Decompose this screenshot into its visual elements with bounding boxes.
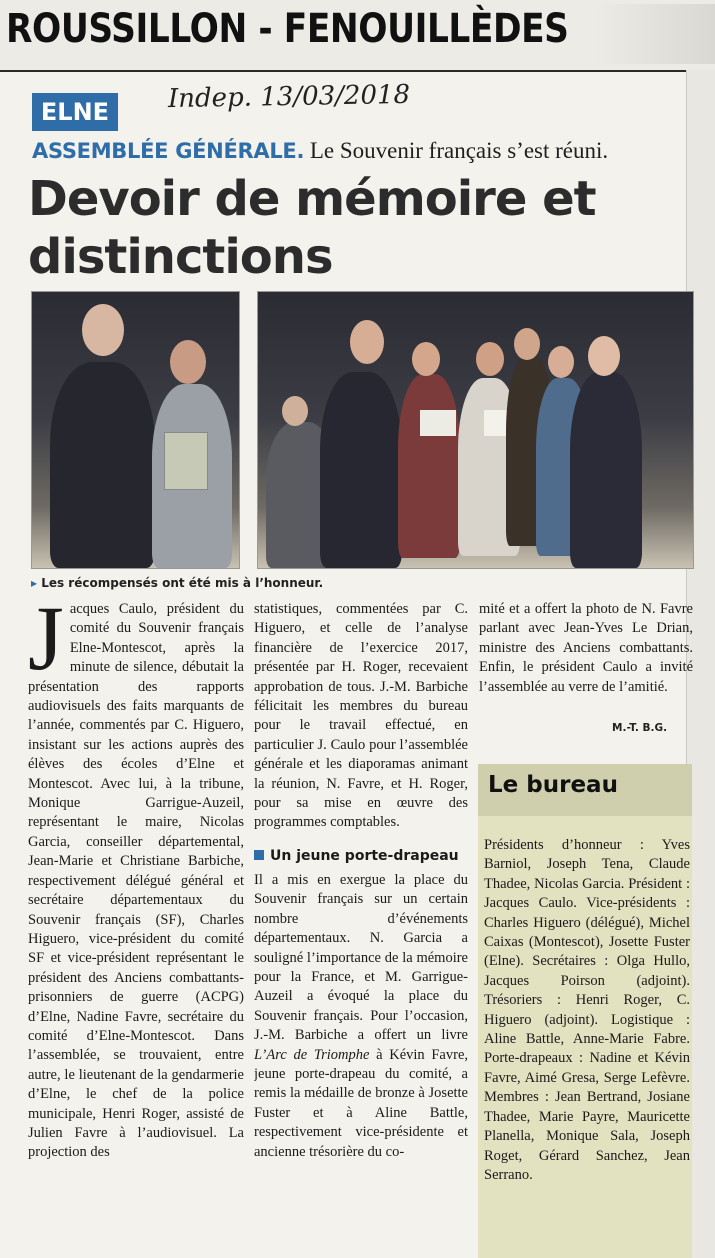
sidebar-title: Le bureau [478, 764, 692, 816]
article-col2-body [254, 872, 468, 1160]
article-col2-body-pre: Il a mis en exergue la place du Souvenir français sur un certain nombre d’événements départementaux. N. Garcia a souligné l’importance de la mémoire pour la France, et M. Garrigue-Auzeil a évoqué la place du Souvenir français. Pour l’occasion, J.-M. Barbiche a offert un livre [254, 871, 468, 1044]
article-col2-body-post: à Kévin Favre, jeune porte-drapeau du comité, a remis la médaille de bronze à Josette Fuster et à Aline Battle, respectivement vice-présidente et ancienne trésorière du co- [254, 1046, 468, 1160]
photo-person-figure [320, 372, 402, 568]
article-subhead [254, 847, 468, 865]
photo-person-head [548, 346, 574, 378]
kicker [32, 138, 608, 164]
subhead-square-icon [254, 850, 264, 860]
kicker-text: Le Souvenir français s’est réuni. [304, 138, 609, 163]
photo-person-head [476, 342, 504, 376]
article-col1-text: acques Caulo, président du comité du Souvenir français Elne-Montescot, après la minute de silence, débutait la présentation des rapports audiovisuels des faits marquants de l’année, commentés par C. Higuero, insistant sur les actions auprès des élèves des écoles d’Elne et Montescot. Avec lui, à la tribune, Monique Garrigue-Auzeil, représentant le maire, Nicolas Garcia, conseiller départemental, Jean-Marie et Christiane Barbiche, respectivement délégué général et secrétaire départementaux du Souvenir français (SF), Charles Higuero, vice-président du comité SF et vice-président représentant le président des Anciens combattants-prisonniers de guerre (ACPG) d’Elne, Nadine Favre, secrétaire du comité d’Elne-Montescot. Dans l’assemblée, se trouvaient, entre autre, le lieutenant de la gendarmerie d’Elne, le chef de la police municipale, Henri Roger, assisté de Julien Favre à l’audiovisuel. La projection des [28, 601, 244, 1161]
photo-diploma [420, 410, 456, 436]
masthead-title: ROUSSILLON - FENOUILLÈDES [6, 6, 569, 52]
photo-group-award-recipients [257, 291, 694, 569]
article-col3-text: mité et a offert la photo de N. Favre parlant avec Jean-Yves Le Drian, ministre des Anciens combattants. Enfin, le président Caulo a invité l’assemblée au verre de l’amitié. [479, 601, 693, 695]
sidebar-text: Présidents d’honneur : Yves Barniol, Joseph Tena, Claude Thadee, Nicolas Garcia. Président : Jacques Caulo. Vice-présidents : Charles Higuero (délégué), Michel Caixas (Montescot), Josette Fuster (Elne). Secrétaires : Olga Hullo, Jacques Poirson (adjoint). Trésoriers : Henri Roger, C. Higuero (adjoint). Logistique : Aline Battle, Anne-Marie Fabre. Porte-drapeaux : Nadine et Kévin Favre, Aimé Gresa, Serge Lefèvre. Membres : Jean Bertrand, Josiane Thadee, Marie Payre, Mauricette Planella, Monique Sala, Joseph Roget, Gérard Sanchez, Jean Serrano. [484, 837, 690, 1183]
photo-person-head [514, 328, 540, 360]
photo-person-figure [50, 362, 155, 568]
article-column-1 [28, 600, 244, 1258]
kicker-label: ASSEMBLÉE GÉNÉRALE. [32, 139, 305, 163]
photo-person-head [170, 340, 206, 384]
caption-text: Les récompensés ont été mis à l’honneur. [41, 576, 324, 590]
photo-president-with-recipient [31, 291, 240, 569]
drop-cap: J [28, 600, 64, 689]
photo-person-head [282, 396, 308, 426]
book-title: L’Arc de Triomphe [254, 1046, 370, 1063]
subhead-text: Un jeune porte-drapeau [270, 847, 459, 864]
photo-person-head [350, 320, 384, 364]
photo-book [164, 432, 208, 490]
section-tag: ELNE [32, 93, 118, 131]
photo-person-head [82, 304, 124, 356]
handwritten-note: Indep. 13/03/2018 [167, 79, 411, 115]
photo-person-figure [570, 372, 642, 568]
masthead-edge-fade [596, 4, 715, 64]
article-column-2 [254, 600, 468, 1258]
photo-person-head [412, 342, 440, 376]
photo-person-figure [398, 374, 460, 558]
article-col2-intro: statistiques, commentées par C. Higuero, et celle de l’analyse financière de l’exercice 2017, présentée par H. Roger, recevaient approbation de tous. J.-M. Barbiche félicitait les membres du bureau pour le travail effectué, en particulier J. Caulo pour l’assemblée générale et les diaporamas animant la réunion, N. Favre, et H. Roger, pour sa mise en œuvre des programmes comptables. [254, 601, 468, 831]
photo-caption [31, 576, 323, 590]
caption-arrow-icon: ▸ [31, 576, 42, 590]
headline: Devoir de mémoire et distinctions [28, 171, 596, 285]
author-signature: M.-T. B.G. [612, 722, 668, 734]
sidebar-box-bureau [478, 764, 692, 1258]
photo-person-head [588, 336, 620, 376]
